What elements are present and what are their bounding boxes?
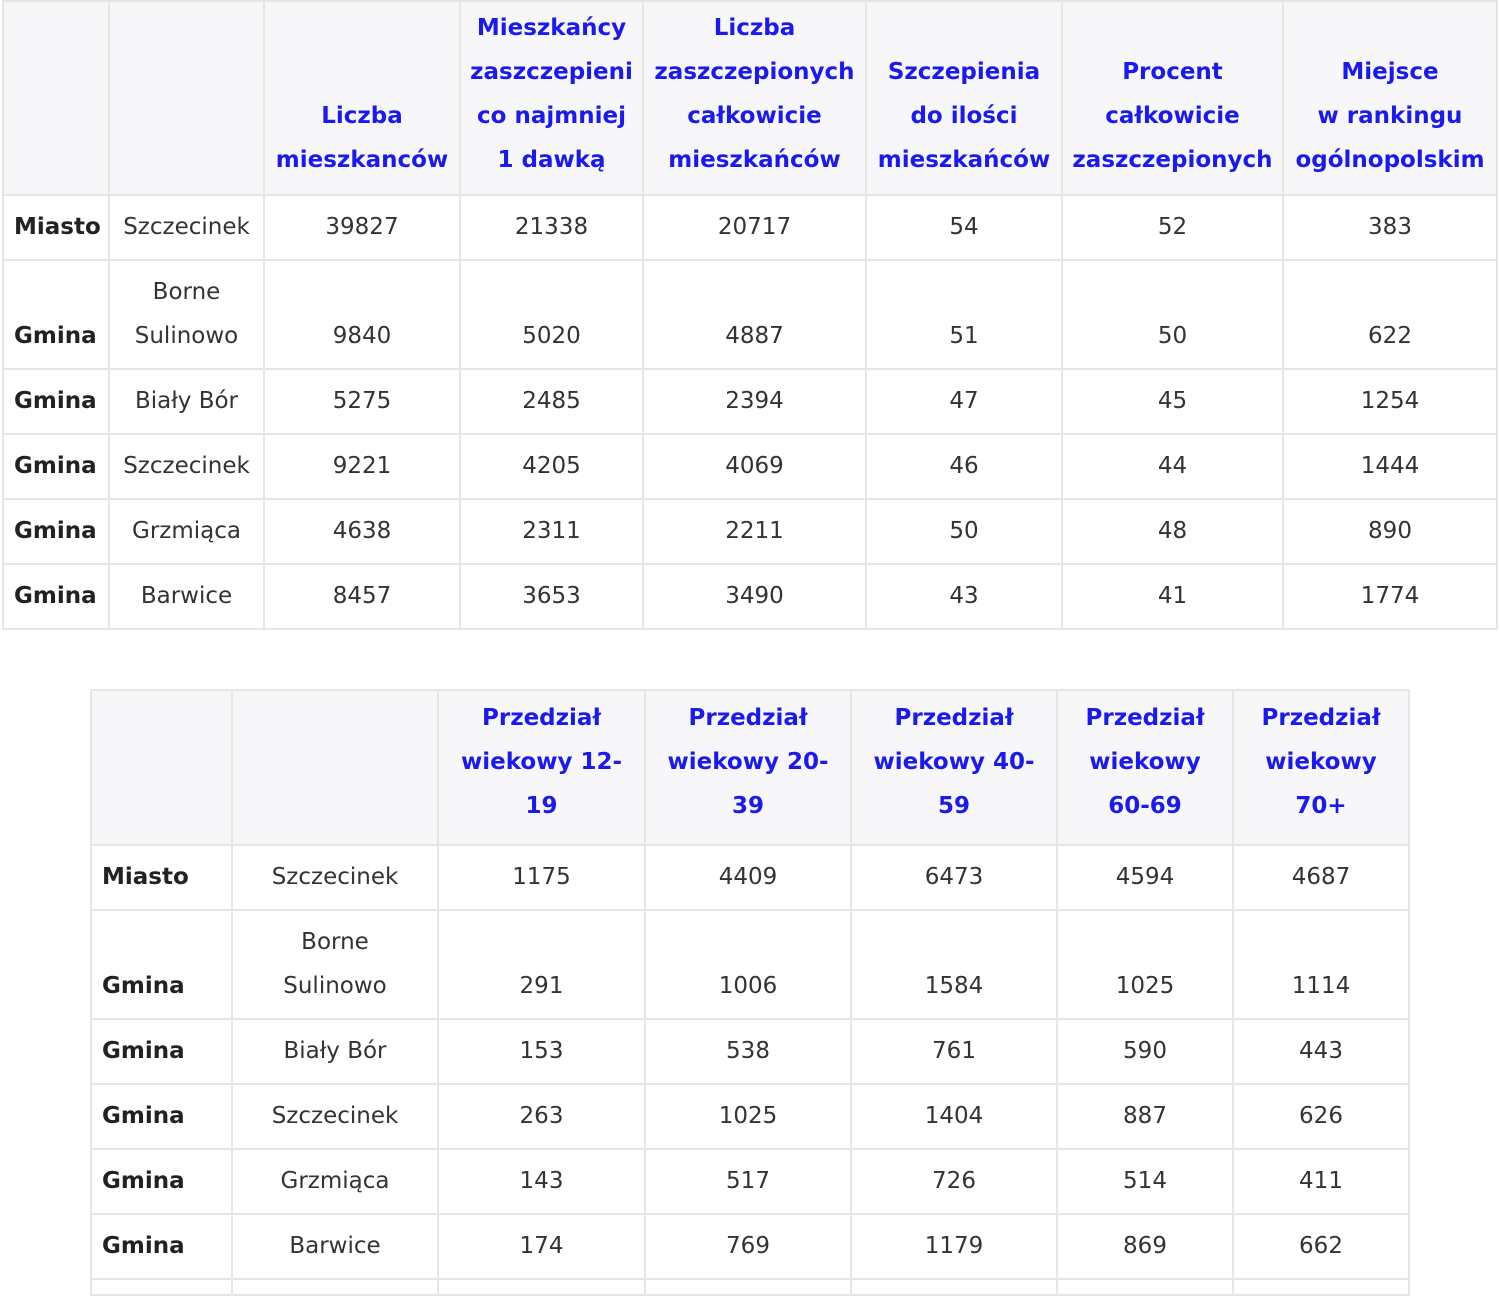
header-cell: Procent całkowicie zaszczepionych <box>1062 1 1283 195</box>
value-cell: 21338 <box>460 195 643 260</box>
value-cell: 662 <box>1233 1214 1409 1279</box>
row-type-cell: Gmina <box>3 499 109 564</box>
value-cell: 1025 <box>645 1084 851 1149</box>
value-cell: 291 <box>438 910 645 1019</box>
row-name-cell: Barwice <box>109 564 264 629</box>
value-cell: 4069 <box>643 434 866 499</box>
header-cell: Przedział wiekowy 40- 59 <box>851 690 1057 845</box>
value-cell: 1175 <box>438 845 645 910</box>
value-cell: 1404 <box>851 1084 1057 1149</box>
value-cell: 263 <box>438 1084 645 1149</box>
value-cell: 1584 <box>851 910 1057 1019</box>
row-name-cell: Barwice <box>232 1214 438 1279</box>
value-cell: 46 <box>866 434 1062 499</box>
value-cell: 4205 <box>460 434 643 499</box>
row-type-cell: Gmina <box>91 1214 232 1279</box>
header-cell <box>91 690 232 845</box>
header-cell <box>109 1 264 195</box>
table-row <box>91 910 1409 1019</box>
value-cell: 443 <box>1233 1019 1409 1084</box>
value-cell: 4887 <box>643 260 866 369</box>
value-cell: 50 <box>866 499 1062 564</box>
row-type-cell: Gmina <box>3 564 109 629</box>
value-cell: 887 <box>1057 1084 1233 1149</box>
row-type-cell: Miasto <box>3 195 109 260</box>
value-cell: 51 <box>866 260 1062 369</box>
value-cell: 590 <box>1057 1019 1233 1084</box>
table-row <box>3 260 1497 369</box>
value-cell: 383 <box>1283 195 1497 260</box>
value-cell: 538 <box>645 1019 851 1084</box>
value-cell: 2485 <box>460 369 643 434</box>
value-cell: 514 <box>1057 1149 1233 1214</box>
empty-cell <box>1057 1279 1233 1295</box>
row-name-cell: Szczecinek <box>109 434 264 499</box>
header-cell: Liczba zaszczepionych całkowicie mieszkańców <box>643 1 866 195</box>
value-cell: 9840 <box>264 260 460 369</box>
table-row <box>3 499 1497 564</box>
value-cell: 39827 <box>264 195 460 260</box>
empty-cell <box>232 1279 438 1295</box>
table-row <box>91 1149 1409 1214</box>
value-cell: 726 <box>851 1149 1057 1214</box>
header-cell: Przedział wiekowy 12- 19 <box>438 690 645 845</box>
empty-cell <box>1233 1279 1409 1295</box>
value-cell: 47 <box>866 369 1062 434</box>
row-type-cell: Gmina <box>3 434 109 499</box>
value-cell: 626 <box>1233 1084 1409 1149</box>
value-cell: 174 <box>438 1214 645 1279</box>
row-type-cell: Gmina <box>91 1149 232 1214</box>
value-cell: 1114 <box>1233 910 1409 1019</box>
header-cell: Miejsce w rankingu ogólnopolskim <box>1283 1 1497 195</box>
value-cell: 54 <box>866 195 1062 260</box>
value-cell: 20717 <box>643 195 866 260</box>
value-cell: 48 <box>1062 499 1283 564</box>
value-cell: 3490 <box>643 564 866 629</box>
row-type-cell: Gmina <box>3 260 109 369</box>
row-type-cell: Gmina <box>91 910 232 1019</box>
value-cell: 2394 <box>643 369 866 434</box>
value-cell: 8457 <box>264 564 460 629</box>
value-cell: 50 <box>1062 260 1283 369</box>
header-cell: Mieszkańcy zaszczepieni co najmniej 1 dawką <box>460 1 643 195</box>
value-cell: 1444 <box>1283 434 1497 499</box>
row-name-cell: Biały Bór <box>109 369 264 434</box>
header-cell: Liczba mieszkanców <box>264 1 460 195</box>
row-name-cell: Szczecinek <box>232 845 438 910</box>
header-cell: Szczepienia do ilości mieszkańców <box>866 1 1062 195</box>
value-cell: 622 <box>1283 260 1497 369</box>
value-cell: 41 <box>1062 564 1283 629</box>
table-row <box>3 564 1497 629</box>
value-cell: 52 <box>1062 195 1283 260</box>
table-row <box>3 195 1497 260</box>
value-cell: 2311 <box>460 499 643 564</box>
row-name-cell: Borne Sulinowo <box>109 260 264 369</box>
empty-cell <box>851 1279 1057 1295</box>
header-cell: Przedział wiekowy 70+ <box>1233 690 1409 845</box>
header-cell <box>3 1 109 195</box>
value-cell: 3653 <box>460 564 643 629</box>
empty-cell <box>438 1279 645 1295</box>
vaccination-summary-table <box>2 0 1498 630</box>
table-row <box>91 1084 1409 1149</box>
value-cell: 411 <box>1233 1149 1409 1214</box>
value-cell: 153 <box>438 1019 645 1084</box>
value-cell: 769 <box>645 1214 851 1279</box>
header-cell: Przedział wiekowy 60-69 <box>1057 690 1233 845</box>
row-type-cell: Gmina <box>91 1084 232 1149</box>
value-cell: 1179 <box>851 1214 1057 1279</box>
table-header-row <box>91 690 1409 845</box>
table-row <box>91 1214 1409 1279</box>
value-cell: 869 <box>1057 1214 1233 1279</box>
row-name-cell: Biały Bór <box>232 1019 438 1084</box>
empty-cell <box>645 1279 851 1295</box>
row-name-cell: Grzmiąca <box>109 499 264 564</box>
row-name-cell: Szczecinek <box>232 1084 438 1149</box>
value-cell: 4638 <box>264 499 460 564</box>
value-cell: 6473 <box>851 845 1057 910</box>
empty-cell <box>91 1279 232 1295</box>
row-type-cell: Miasto <box>91 845 232 910</box>
value-cell: 1025 <box>1057 910 1233 1019</box>
value-cell: 45 <box>1062 369 1283 434</box>
row-name-cell: Borne Sulinowo <box>232 910 438 1019</box>
value-cell: 2211 <box>643 499 866 564</box>
value-cell: 4594 <box>1057 845 1233 910</box>
value-cell: 44 <box>1062 434 1283 499</box>
age-group-table <box>90 689 1410 1296</box>
value-cell: 5275 <box>264 369 460 434</box>
row-name-cell: Grzmiąca <box>232 1149 438 1214</box>
row-type-cell: Gmina <box>3 369 109 434</box>
value-cell: 890 <box>1283 499 1497 564</box>
value-cell: 1774 <box>1283 564 1497 629</box>
header-cell <box>232 690 438 845</box>
value-cell: 9221 <box>264 434 460 499</box>
value-cell: 43 <box>866 564 1062 629</box>
value-cell: 4409 <box>645 845 851 910</box>
table-row <box>3 369 1497 434</box>
value-cell: 1254 <box>1283 369 1497 434</box>
value-cell: 143 <box>438 1149 645 1214</box>
table-row-partial <box>91 1279 1409 1295</box>
row-name-cell: Szczecinek <box>109 195 264 260</box>
table-header-row <box>3 1 1497 195</box>
table-row <box>3 434 1497 499</box>
value-cell: 4687 <box>1233 845 1409 910</box>
table-row <box>91 1019 1409 1084</box>
value-cell: 5020 <box>460 260 643 369</box>
value-cell: 761 <box>851 1019 1057 1084</box>
value-cell: 517 <box>645 1149 851 1214</box>
row-type-cell: Gmina <box>91 1019 232 1084</box>
table-row <box>91 845 1409 910</box>
value-cell: 1006 <box>645 910 851 1019</box>
header-cell: Przedział wiekowy 20- 39 <box>645 690 851 845</box>
